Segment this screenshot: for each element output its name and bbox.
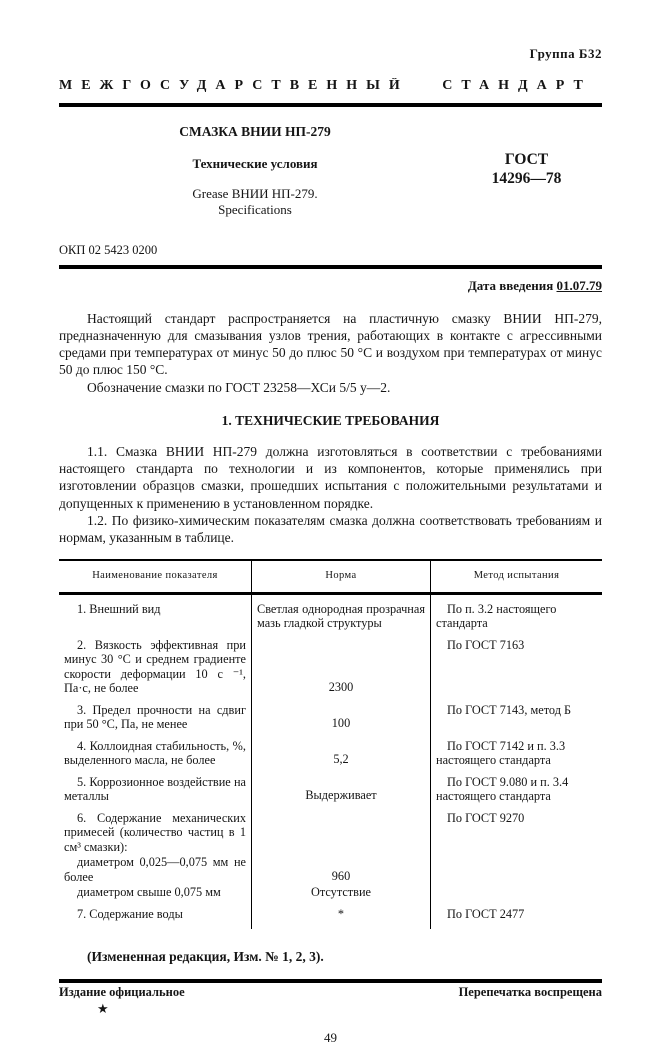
row-3-method: По ГОСТ 7143, метод Б bbox=[447, 702, 572, 717]
clause-1-2: 1.2. По физико-химическим показателям смазка должна соответствовать требованиям и нормам, указанным в таблице. bbox=[59, 512, 602, 546]
reprint-prohibited-label: Перепечатка воспрещена bbox=[458, 984, 602, 999]
row-6a-norm: 960 bbox=[252, 854, 431, 884]
row-4-norm: 5,2 bbox=[252, 732, 431, 768]
row-5-method: По ГОСТ 9.080 и п. 3.4 настоящего стандарта bbox=[436, 774, 569, 804]
gost-designation bbox=[451, 124, 602, 219]
document-title-en-line1: Grease ВНИИ НП-279. bbox=[192, 186, 318, 201]
row-5-name: 5. Коррозионное воздействие на металлы bbox=[64, 774, 246, 804]
table-row bbox=[59, 768, 602, 804]
divider-rule bbox=[59, 265, 602, 269]
row-1-method: По п. 3.2 настоящего стандарта bbox=[436, 601, 557, 631]
table-row bbox=[59, 900, 602, 930]
row-7-norm: * bbox=[252, 900, 431, 930]
specifications-table bbox=[59, 559, 602, 929]
star-icon: ★ bbox=[97, 1000, 109, 1016]
section-1-heading: 1. ТЕХНИЧЕСКИЕ ТРЕБОВАНИЯ bbox=[221, 412, 440, 428]
intro-paragraph-1: Настоящий стандарт распространяется на пластичную смазку ВНИИ НП-279, предназначенную для смазывания узлов трения, работающих в контакте с агрессивными средами при температурах от минус 50 до плюс 50 °С и воздухом при температурах от минус 50 до плюс 150 °С. bbox=[59, 310, 602, 378]
row-4-name: 4. Коллоидная стабильность, %, выделенного масла, не более bbox=[64, 738, 246, 768]
document-subtitle: Технические условия bbox=[192, 156, 318, 171]
row-7-method: По ГОСТ 2477 bbox=[447, 906, 525, 921]
page-number: 49 bbox=[324, 1029, 337, 1045]
table-header-row bbox=[59, 560, 602, 593]
footer-rule bbox=[59, 979, 602, 983]
footer bbox=[59, 985, 602, 1000]
header-rule bbox=[59, 103, 602, 107]
table-row bbox=[59, 696, 602, 732]
date-label: Дата введения bbox=[467, 277, 554, 293]
row-1-name: 1. Внешний вид bbox=[77, 601, 161, 616]
official-edition-label: Издание официальное bbox=[59, 984, 185, 999]
document-title: СМАЗКА ВНИИ НП-279 bbox=[179, 124, 331, 139]
header-method: Метод испытания bbox=[431, 560, 603, 593]
title-block bbox=[59, 124, 602, 219]
intro-section bbox=[59, 310, 602, 396]
row-4-method: По ГОСТ 7142 и п. 3.3 настоящего стандарта bbox=[436, 738, 566, 768]
standard-type-heading: МЕЖГОСУДАРСТВЕННЫЙ СТАНДАРТ bbox=[59, 78, 592, 93]
document-title-en-line2: Specifications bbox=[218, 202, 292, 218]
row-2-norm: 2300 bbox=[252, 631, 431, 696]
row-3-name: 3. Предел прочности на сдвиг при 50 °С, Па, не менее bbox=[64, 702, 246, 732]
row-1-norm: Светлая однородная прозрачная мазь гладкой структуры bbox=[257, 601, 425, 631]
table-row bbox=[59, 804, 602, 855]
row-5-norm: Выдерживает bbox=[252, 768, 431, 804]
header-indicator: Наименование показателя bbox=[59, 560, 252, 593]
header-norm: Норма bbox=[252, 560, 431, 593]
group-label: Группа Б32 bbox=[529, 46, 602, 61]
table-row bbox=[59, 593, 602, 631]
clause-1-1: 1.1. Смазка ВНИИ НП-279 должна изготовляться в соответствии с требованиями настоящего стандарта по технологии и из компонентов, которые применялись при изготовлении образцов смазки, прошедших испытания с положительными результатами и допущенных к применению в установленном порядке. bbox=[59, 443, 602, 511]
row-6b-norm: Отсутствие bbox=[252, 884, 431, 900]
gost-label: ГОСТ bbox=[504, 151, 549, 168]
table-subrow bbox=[59, 854, 602, 884]
introduction-date bbox=[59, 278, 602, 294]
row-3-norm: 100 bbox=[252, 696, 431, 732]
title-left-column bbox=[59, 124, 451, 219]
okp-code: ОКП 02 5423 0200 bbox=[59, 242, 158, 257]
gost-number: 14296—78 bbox=[491, 170, 562, 188]
intro-paragraph-2: Обозначение смазки по ГОСТ 23258—ХСи 5/5 у—2. bbox=[87, 379, 391, 395]
row-2-method: По ГОСТ 7163 bbox=[447, 637, 525, 652]
row-2-name: 2. Вязкость эффективная при минус 30 °С и среднем градиенте скорости деформации 10 с ⁻¹, Па·с, не более bbox=[64, 637, 246, 696]
row-6-name: 6. Содержание механических примесей (количество частиц в 1 см³ смазки): bbox=[64, 810, 246, 854]
row-6b-name: диаметром свыше 0,075 мм bbox=[77, 885, 221, 900]
row-6-norm bbox=[252, 804, 431, 855]
table-row bbox=[59, 732, 602, 768]
table-subrow bbox=[59, 884, 602, 900]
row-7-name: 7. Содержание воды bbox=[77, 906, 183, 921]
date-value: 01.07.79 bbox=[556, 277, 602, 293]
table-row bbox=[59, 631, 602, 696]
amendment-note: (Измененная редакция, Изм. № 1, 2, 3). bbox=[87, 949, 324, 965]
row-6a-name: диаметром 0,025—0,075 мм не более bbox=[64, 855, 246, 884]
row-6-method: По ГОСТ 9270 bbox=[447, 810, 525, 825]
